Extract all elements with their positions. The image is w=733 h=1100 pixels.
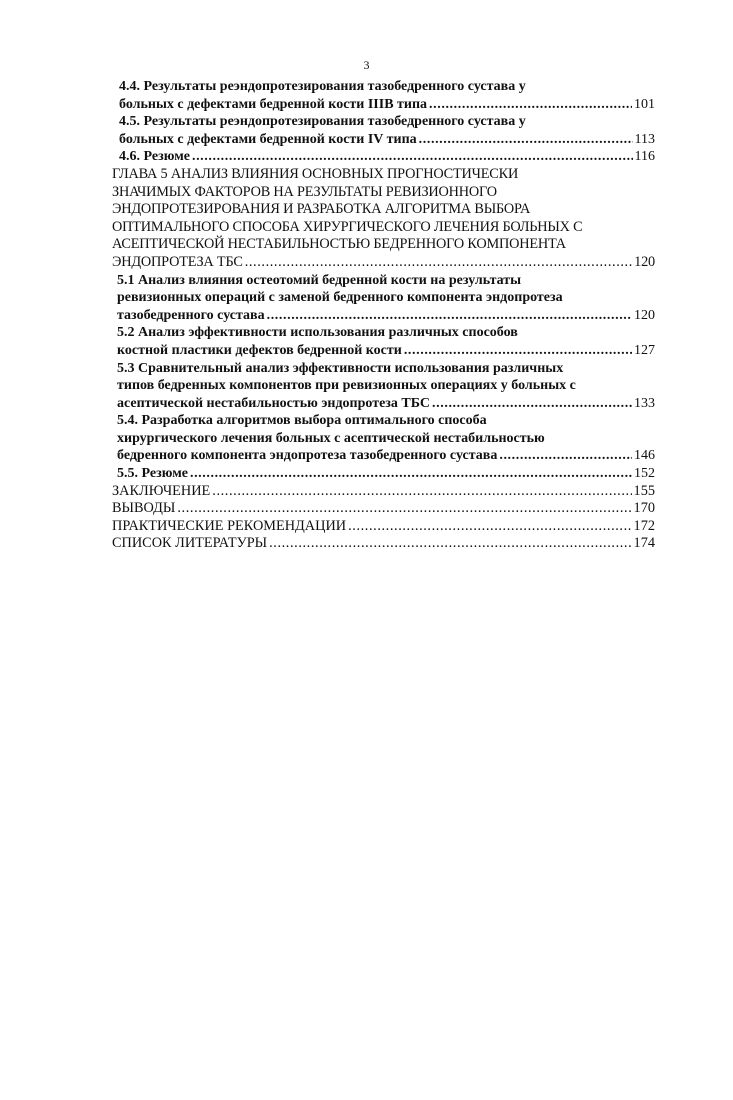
toc-entry-text: костной пластики дефектов бедренной кости [117,342,402,358]
toc-page-number: 155 [633,482,655,499]
toc-entry-text: ВЫВОДЫ [112,500,176,517]
toc-entry-text: ЗНАЧИМЫХ ФАКТОРОВ НА РЕЗУЛЬТАТЫ РЕВИЗИОННОГО [112,183,497,200]
toc-page-number: 116 [634,149,655,165]
toc-page-number: 146 [634,448,655,464]
toc-entry [112,535,655,553]
toc-entry-text: 5.5. Резюме [117,466,188,482]
toc-entry [112,483,655,501]
toc-entry [112,500,655,518]
dot-leader [419,131,633,149]
toc-page-number: 101 [634,96,655,112]
toc-page-number: 133 [634,395,655,411]
toc-page-number: 172 [633,517,655,534]
toc-entry-text: типов бедренных компонентов при ревизионных операциях у больных с [117,378,576,394]
toc-entry-text: 4.5. Результаты реэндопротезирования тазобедренного сустава у [119,114,526,130]
toc-entry [112,78,655,113]
toc-entry [112,360,655,413]
toc-entry-text: тазобедренного сустава [117,307,265,323]
toc-page-number: 170 [633,500,655,517]
toc-entry [112,465,655,483]
toc-entry-text: 5.2 Анализ эффективности использования различных способов [117,325,518,341]
toc-entry-text: 4.6. Резюме [119,149,190,165]
toc-entry-text: ЭНДОПРОТЕЗА ТБС [112,253,243,270]
toc-entry-text: 5.1 Анализ влияния остеотомий бедренной кости на результаты [117,272,522,288]
toc-entry [112,148,655,166]
toc-entry-text: ГЛАВА 5 АНАЛИЗ ВЛИЯНИЯ ОСНОВНЫХ ПРОГНОСТИЧЕСКИ [112,165,519,182]
toc-entry-text: 5.4. Разработка алгоритмов выбора оптимального способа [117,413,487,429]
toc-entry-text: бедренного компонента эндопротеза тазобедренного сустава [117,448,498,464]
dot-leader [348,518,631,536]
dot-leader [429,96,632,114]
toc-entry-text: ревизионных операций с заменой бедренного компонента эндопротеза [117,290,563,306]
dot-leader [267,307,632,325]
dot-leader [245,254,632,272]
toc-page-number: 152 [634,466,655,482]
dot-leader [177,500,631,518]
toc-entry-text: 5.3 Сравнительный анализ эффективности использования различных [117,360,564,376]
toc-entry-text: АСЕПТИЧЕСКОЙ НЕСТАБИЛЬНОСТЬЮ БЕДРЕННОГО КОМПОНЕНТА [112,236,566,253]
toc-entry-text: ЭНДОПРОТЕЗИРОВАНИЯ И РАЗРАБОТКА АЛГОРИТМА ВЫБОРА [112,201,531,218]
dot-leader [192,148,633,166]
toc-entry-text: асептической нестабильностью эндопротеза ТБС [117,395,431,411]
toc-entry-text: ЗАКЛЮЧЕНИЕ [112,482,211,499]
toc-page-number: 127 [634,342,655,358]
toc-entry-text: ОПТИМАЛЬНОГО СПОСОБА ХИРУРГИЧЕСКОГО ЛЕЧЕНИЯ БОЛЬНЫХ С [112,218,583,235]
toc-entry-text: ПРАКТИЧЕСКИЕ РЕКОМЕНДАЦИИ [112,517,347,534]
toc-page-number: 174 [633,535,655,552]
toc-entry [112,272,655,325]
toc-entry [112,113,655,148]
toc-entry-text: 4.4. Результаты реэндопротезирования тазобедренного сустава у [119,79,526,94]
dot-leader [404,342,632,360]
toc-page-number: 113 [634,131,655,147]
dot-leader [269,535,631,553]
toc-page-number: 120 [634,307,655,323]
dot-leader [432,395,632,413]
dot-leader [499,447,632,465]
dot-leader [190,465,632,483]
toc-entry-text: СПИСОК ЛИТЕРАТУРЫ [112,535,268,552]
toc-entry-text: больных с дефектами бедренной кости IIIB типа [119,96,428,112]
toc-entry-text: больных с дефектами бедренной кости IV типа [119,131,417,147]
page-number: 3 [363,58,370,72]
toc-entry [112,412,655,465]
toc-entry [112,324,655,359]
dot-leader [212,483,631,501]
toc-entry [112,518,655,536]
table-of-contents [112,78,655,553]
toc-entry [112,166,655,272]
toc-page-number: 120 [634,253,655,270]
toc-entry-text: хирургического лечения больных с асептической нестабильностью [117,430,545,446]
